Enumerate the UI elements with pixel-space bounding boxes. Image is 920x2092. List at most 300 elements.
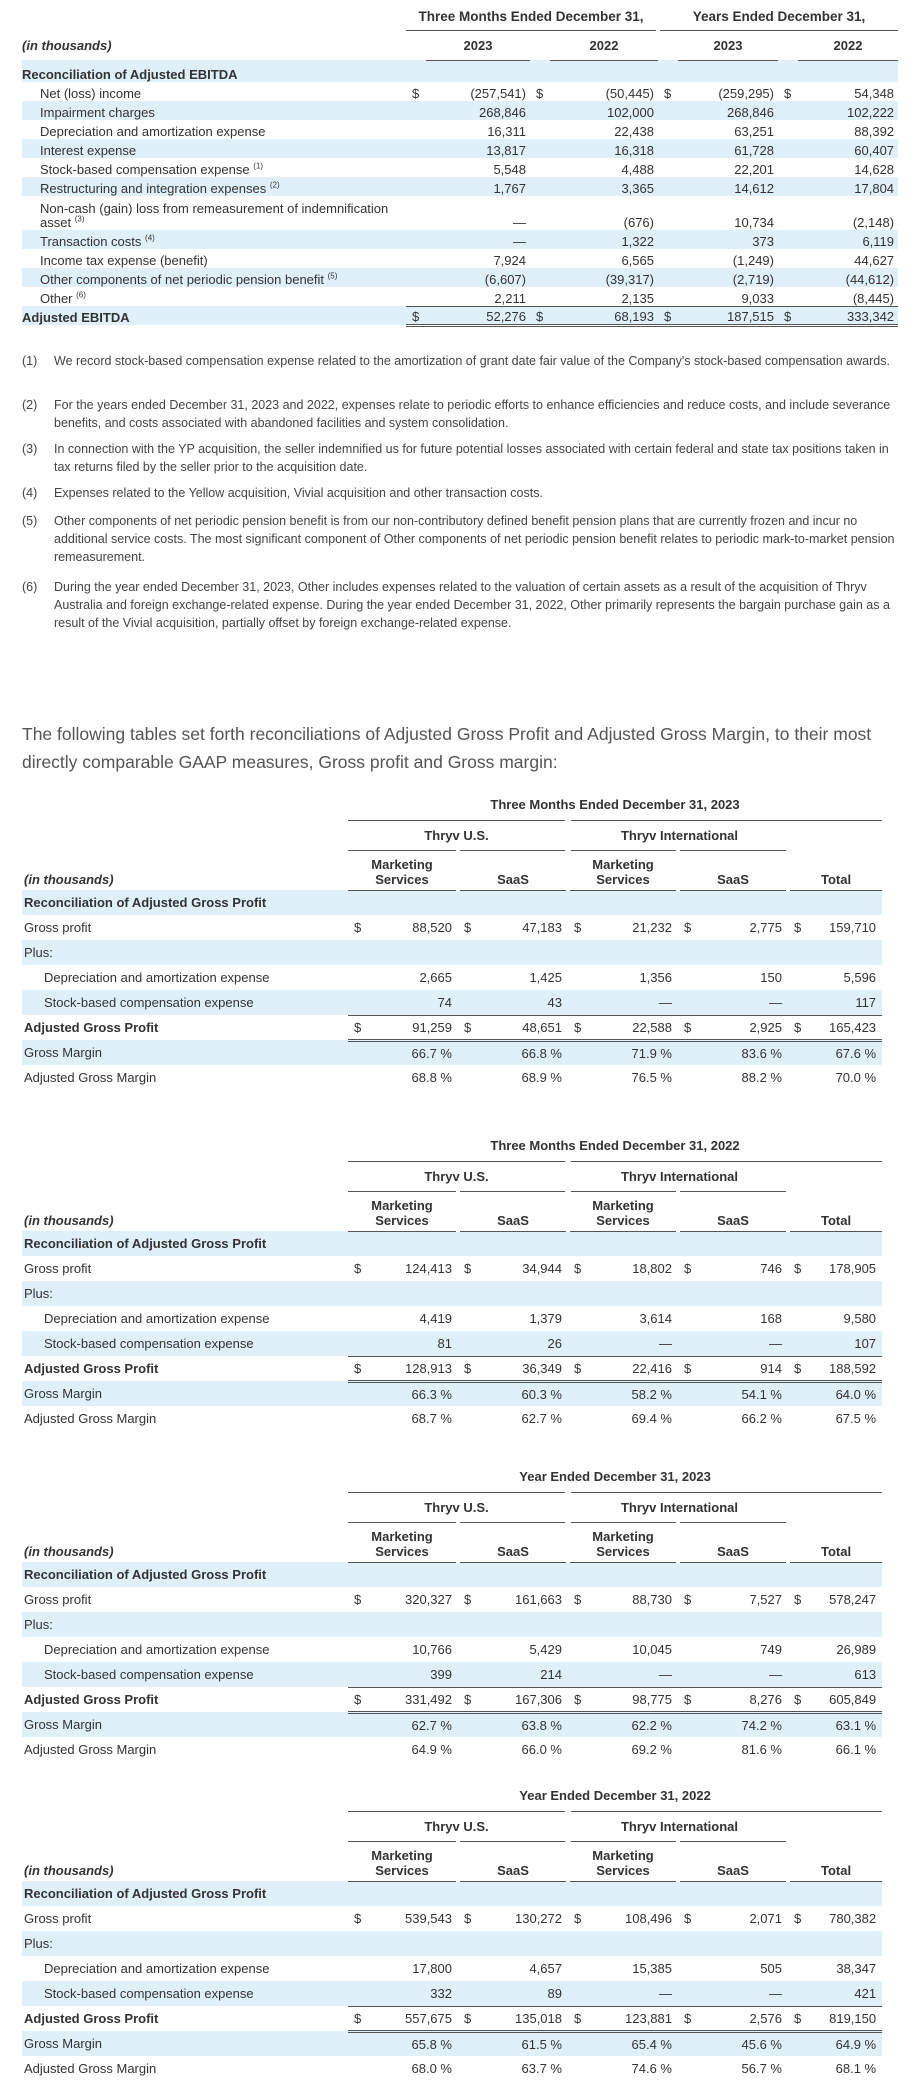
total-value-cell: 165,423 [812,1015,882,1040]
row-label [22,287,406,306]
value-cell: 1,767 [426,177,530,196]
plus-row [22,1931,882,1956]
row-label: Stock-based compensation expense [22,1662,348,1687]
value-cell: 65.8 % [372,2031,458,2056]
col-header-marketing-services: Marketing Services [568,850,678,890]
group-header-international: Thryv International [568,820,788,850]
total-value-cell: 22,588 [592,1015,678,1040]
currency-cell [658,120,678,139]
col-header-saas: SaaS [458,1191,568,1231]
group-header-us: Thryv U.S. [348,1492,568,1522]
col-header-saas: SaaS [678,1522,788,1562]
value-cell: 54.1 % [702,1381,788,1406]
empty-cell [788,1040,812,1065]
empty-cell [678,1331,702,1356]
value-cell: — [513,215,526,230]
value-cell: 14,612 [678,177,778,196]
col-header-total: Total [788,850,882,890]
currency-cell [458,1906,482,1931]
ebitda-row [22,120,898,139]
value-cell: 44,627 [854,253,895,268]
value-cell: 61,728 [678,139,778,158]
table-title: Three Months Ended December 31, 2022 [348,1131,882,1161]
value-cell: 58.2 % [592,1381,678,1406]
value-cell: 69.2 % [631,1742,672,1757]
adjusted-gross-margin-row [22,2056,882,2081]
total-value-cell: 167,306 [482,1687,568,1712]
currency-cell [458,1587,482,1612]
currency-cell [530,196,550,230]
value-cell: 749 [760,1642,782,1657]
value-cell: 63.7 % [521,2061,562,2076]
currency-cell [530,120,550,139]
currency-cell [530,306,550,325]
value-cell: 3,614 [639,1311,672,1326]
value-cell: 89 [482,1981,568,2006]
value-cell: 1,356 [639,970,672,985]
currency-cell [568,1356,592,1381]
empty-cell [788,1712,812,1737]
group-header-us: Thryv U.S. [348,820,568,850]
column-header-row [22,1191,882,1231]
currency-cell [788,2006,812,2031]
empty-cell [678,1712,702,1737]
total-value-cell: 91,259 [372,1015,458,1040]
currency-cell [778,101,798,120]
value-cell: 81.6 % [741,1742,782,1757]
total-value-cell: 48,651 [482,1015,568,1040]
value-cell: 66.3 % [372,1381,458,1406]
value-cell: (44,612) [798,268,898,287]
currency-cell [406,249,426,268]
value-cell: 64.9 % [411,1742,452,1757]
value-cell: 22,201 [734,162,774,177]
value-cell: 168 [760,1311,782,1326]
empty-cell [678,1662,702,1687]
dollar-sign: $ [574,1261,582,1276]
currency-cell [778,139,798,158]
currency-cell [530,287,550,306]
dollar-sign: $ [784,308,792,324]
currency-cell [678,1906,702,1931]
row-label: Gross Margin [22,1040,348,1065]
currency-cell [530,268,550,287]
value-cell: 66.0 % [521,1742,562,1757]
value-cell: 68.9 % [521,1070,562,1085]
value-cell: — [702,990,788,1015]
group-header-international: Thryv International [568,1811,788,1841]
section-title: Reconciliation of Adjusted Gross Profit [22,1562,882,1587]
value-cell: 2,071 [749,1911,782,1926]
dollar-sign: $ [354,1261,362,1276]
row-label: Adjusted Gross Margin [24,2061,157,2076]
dollar-sign: $ [684,1019,692,1035]
gross-profit-row [22,1256,882,1281]
row-label: Gross profit [24,1592,92,1607]
empty-cell [348,1662,372,1687]
currency-cell [348,1015,372,1040]
value-cell: 56.7 % [741,2061,782,2076]
row-label [22,158,406,177]
currency-cell [658,82,678,101]
value-cell: 62.2 % [592,1712,678,1737]
footnote-text: Expenses related to the Yellow acquisition, Vivial acquisition and other transaction costs. [54,486,543,500]
value-cell: 150 [760,970,782,985]
value-cell: 88,520 [412,920,452,935]
row-label: Gross profit [24,1261,92,1276]
currency-cell [788,1687,812,1712]
row-label: Adjusted Gross Profit [24,1020,159,1035]
col-header-total: Total [788,1522,882,1562]
row-label: Gross profit [24,1911,92,1926]
section-title: Reconciliation of Adjusted Gross Profit [22,1881,882,1906]
value-cell: 124,413 [405,1261,452,1276]
empty-cell [788,2056,812,2081]
row-label: Adjusted Gross Margin [24,1742,157,1757]
gross-margin-row [22,1040,882,1065]
footnote-text: In connection with the YP acquisition, the seller indemnified us for future potential losses associated with certain federal and state tax positions taken in tax returns filed by the seller prior to the acquisition date. [54,442,889,474]
currency-cell [678,1587,702,1612]
ebitda-group-header-row [22,4,898,30]
empty-cell [788,1306,812,1331]
footnote [22,396,902,432]
row-label [22,82,406,101]
empty-cell [458,1040,482,1065]
dollar-sign: $ [574,1592,582,1607]
row-label-text: Restructuring and integration expenses [40,181,267,196]
currency-cell [658,249,678,268]
dollar-sign: $ [464,1911,472,1926]
value-cell: 38,347 [836,1961,877,1976]
row-label-text: Impairment charges [40,105,155,120]
table-title: Three Months Ended December 31, 2023 [348,790,882,820]
currency-cell [678,2006,702,2031]
depreciation-row [22,965,882,990]
currency-cell [348,1356,372,1381]
empty-cell [348,1306,372,1331]
footnote-ref: (2) [269,180,280,190]
value-cell: 2,665 [419,970,452,985]
column-header-row [22,1522,882,1562]
row-label [22,177,406,196]
currency-cell [530,158,550,177]
value-cell: 539,543 [405,1911,452,1926]
col-header-saas: SaaS [678,850,788,890]
adjusted-gross-profit-row [22,1356,882,1381]
empty-cell [788,1065,812,1090]
value-cell: 421 [812,1981,882,2006]
depreciation-row [22,1956,882,1981]
value-cell: — [702,1331,788,1356]
empty-cell [348,1981,372,2006]
ebitda-row [22,249,898,268]
currency-cell [658,196,678,230]
dollar-sign: $ [574,2010,582,2026]
col-header-marketing-services: Marketing Services [568,1522,678,1562]
row-label-text: Depreciation and amortization expense [40,124,266,139]
value-cell: 3,365 [550,177,658,196]
value-cell: 4,419 [419,1311,452,1326]
currency-cell [788,1906,812,1931]
row-label [22,101,406,120]
total-value-cell: 123,881 [592,2006,678,2031]
currency-cell [458,1687,482,1712]
value-cell: (1,249) [732,253,774,268]
value-cell: 69.4 % [631,1411,672,1426]
empty-cell [348,1040,372,1065]
value-cell: 7,527 [749,1592,782,1607]
dollar-sign: $ [794,2010,802,2026]
dollar-sign: $ [354,1592,362,1607]
adjusted-gross-margin-row [22,1065,882,1090]
ebitda-row [22,268,898,287]
total-value-cell: 914 [702,1356,788,1381]
currency-cell [778,120,798,139]
footnote-text: During the year ended December 31, 2023, Other includes expenses related to the valuation of certain assets as a result of the acquisition of Thryv Australia and foreign exchange-related expense. During the year ended December 31, 2022, Other primarily represents the bargain purchase gain as a result of the Vivial acquisition, partially offset by foreign exchange-related expense. [54,580,890,630]
value-cell: — [426,230,530,249]
value-cell: — [592,1331,678,1356]
empty-cell [788,1956,812,1981]
value-cell: 1,425 [529,970,562,985]
value-cell: 5,596 [843,970,877,985]
footnote [22,352,902,370]
value-cell: 15,385 [632,1961,672,1976]
value-cell: 81 [372,1331,458,1356]
row-label: Adjusted Gross Profit [24,2011,159,2026]
dollar-sign: $ [684,920,692,935]
footnote-ref: (4) [145,233,155,243]
total-value-cell: 52,276 [426,306,530,325]
col-header-total: Total [788,1191,882,1231]
col-header-marketing-services: Marketing Services [348,1191,458,1231]
gross-margin-row [22,1712,882,1737]
ebitda-row [22,139,898,158]
section-row [22,890,882,915]
unit-label: (in thousands) [24,872,114,887]
dollar-sign: $ [464,1592,472,1607]
empty-cell [568,1040,592,1065]
currency-cell [406,306,426,325]
value-cell: 320,327 [405,1592,452,1607]
table-title: Year Ended December 31, 2022 [348,1781,882,1811]
col-header-saas: SaaS [678,1841,788,1881]
value-cell: 26,989 [836,1642,877,1657]
value-cell: 63,251 [734,124,774,139]
group-header-three-months: Three Months Ended December 31, [406,4,658,30]
row-label: Gross Margin [22,1712,348,1737]
intro-paragraph: The following tables set forth reconciliations of Adjusted Gross Profit and Adjusted Gross Margin, to their most directly comparable GAAP measures, Gross profit and Gross margin: [22,724,872,772]
value-cell: 45.6 % [702,2031,788,2056]
currency-cell [658,158,678,177]
section-title: Reconciliation of Adjusted Gross Profit [22,1231,882,1256]
currency-cell [348,2006,372,2031]
empty-cell [458,1406,482,1431]
currency-cell [568,1906,592,1931]
col-header-marketing-services: Marketing Services [348,1841,458,1881]
table-title: Year Ended December 31, 2023 [348,1462,882,1492]
currency-cell [348,915,372,940]
dollar-sign: $ [574,1360,582,1376]
table-title-row [22,790,882,820]
row-label-text: Interest expense [40,143,137,158]
value-cell: — [702,1981,788,2006]
empty-cell [788,1381,812,1406]
total-value-cell: 98,775 [592,1687,678,1712]
footnote [22,512,902,566]
section-title: Reconciliation of Adjusted EBITDA [22,60,898,82]
row-label: Gross Margin [22,1381,348,1406]
col-header-saas: SaaS [458,1522,568,1562]
row-label [22,268,406,287]
empty-cell [678,990,702,1015]
value-cell: 60.3 % [482,1381,568,1406]
currency-cell [406,158,426,177]
dollar-sign: $ [574,1019,582,1035]
dollar-sign: $ [684,2010,692,2026]
currency-cell [678,915,702,940]
plus-label: Plus: [22,1931,882,1956]
value-cell: (50,445) [605,86,654,101]
value-cell: (676) [623,215,654,230]
footnote-ref: (5) [327,271,338,281]
plus-label: Plus: [22,1281,882,1306]
plus-row [22,1281,882,1306]
dollar-sign: $ [664,308,672,324]
total-value-cell: 68,193 [550,306,658,325]
empty-cell [678,1306,702,1331]
value-cell: — [592,990,678,1015]
depreciation-row [22,1637,882,1662]
group-header-international: Thryv International [568,1161,788,1191]
currency-cell [678,1015,702,1040]
empty-cell [568,990,592,1015]
value-cell: 34,944 [522,1261,562,1276]
currency-cell [658,287,678,306]
adjusted-gross-profit-row [22,1015,882,1040]
group-header-row [22,1161,882,1191]
footnote-mark: (6) [22,580,38,594]
value-cell: — [592,1662,678,1687]
value-cell: 70.0 % [835,1070,877,1085]
gross-profit-row [22,915,882,940]
currency-cell [530,249,550,268]
value-cell: 5,548 [493,162,526,177]
value-cell: 16,318 [550,139,658,158]
value-cell: 268,846 [678,101,778,120]
column-header-row [22,850,882,890]
group-header-row [22,820,882,850]
ebitda-row [22,101,898,120]
total-value-cell: 8,276 [702,1687,788,1712]
dollar-sign: $ [684,1911,692,1926]
value-cell: 17,804 [798,177,898,196]
value-cell: (8,445) [798,287,898,306]
value-cell: (259,295) [718,86,774,101]
value-cell: 10,734 [734,215,774,230]
value-cell: 66.8 % [482,1040,568,1065]
empty-cell [458,1331,482,1356]
empty-cell [348,1712,372,1737]
value-cell: 88,730 [632,1592,672,1607]
currency-cell [568,915,592,940]
currency-cell [458,1356,482,1381]
empty-cell [348,965,372,990]
currency-cell [406,82,426,101]
dollar-sign: $ [684,1592,692,1607]
dollar-sign: $ [684,1691,692,1707]
gross-profit-table [22,1131,882,1431]
dollar-sign: $ [464,2010,472,2026]
value-cell: (2,148) [852,215,895,230]
currency-cell [458,915,482,940]
currency-cell [778,249,798,268]
total-value-cell: 331,492 [372,1687,458,1712]
value-cell: 16,311 [487,124,526,139]
value-cell: 62.7 % [372,1712,458,1737]
adjusted-gross-margin-row [22,1406,882,1431]
gross-profit-table [22,1781,882,2081]
dollar-sign: $ [354,1019,362,1035]
value-cell: 2,211 [426,287,530,306]
value-cell: 74.6 % [631,2061,672,2076]
plus-row [22,940,882,965]
ebitda-column-header-row [22,30,898,60]
empty-cell [788,2031,812,2056]
currency-cell [348,1906,372,1931]
value-cell: (2,719) [678,268,778,287]
gross-profit-row [22,1906,882,1931]
empty-cell [458,2056,482,2081]
column-header-row [22,1841,882,1881]
stock-comp-row [22,990,882,1015]
currency-cell [458,1256,482,1281]
empty-cell [348,1381,372,1406]
value-cell: 214 [482,1662,568,1687]
value-cell: 88,392 [854,124,895,139]
empty-cell [458,1712,482,1737]
empty-cell [568,1737,592,1762]
dollar-sign: $ [354,1691,362,1707]
value-cell: (6,607) [426,268,530,287]
currency-cell [778,196,798,230]
value-cell: 332 [372,1981,458,2006]
group-header-us: Thryv U.S. [348,1811,568,1841]
dollar-sign: $ [412,86,420,101]
dollar-sign: $ [574,1911,582,1926]
currency-cell [658,268,678,287]
footnote-text: Other components of net periodic pension benefit is from our non-contributory defined benefit pension plans that are currently frozen and incur no additional service costs. The most significant component of Other components of net periodic pension benefit relates to periodic mark-to-market pension remeasurement. [54,514,895,564]
footnote-mark: (5) [22,514,38,528]
dollar-sign: $ [794,1019,802,1035]
gross-profit-row [22,1587,882,1612]
empty-cell [458,2031,482,2056]
section-row [22,1881,882,1906]
value-cell: 54,348 [854,86,895,101]
currency-cell [678,1687,702,1712]
row-label-text: Stock-based compensation expense [40,162,250,177]
currency-cell [788,1015,812,1040]
col-header-saas: SaaS [458,850,568,890]
currency-cell [530,177,550,196]
value-cell: 66.2 % [741,1411,782,1426]
currency-cell [658,230,678,249]
empty-cell [348,2056,372,2081]
value-cell: — [592,1981,678,2006]
footnote-ref: (3) [74,214,85,224]
currency-cell [778,230,798,249]
ebitda-row [22,287,898,306]
value-cell: 65.4 % [592,2031,678,2056]
